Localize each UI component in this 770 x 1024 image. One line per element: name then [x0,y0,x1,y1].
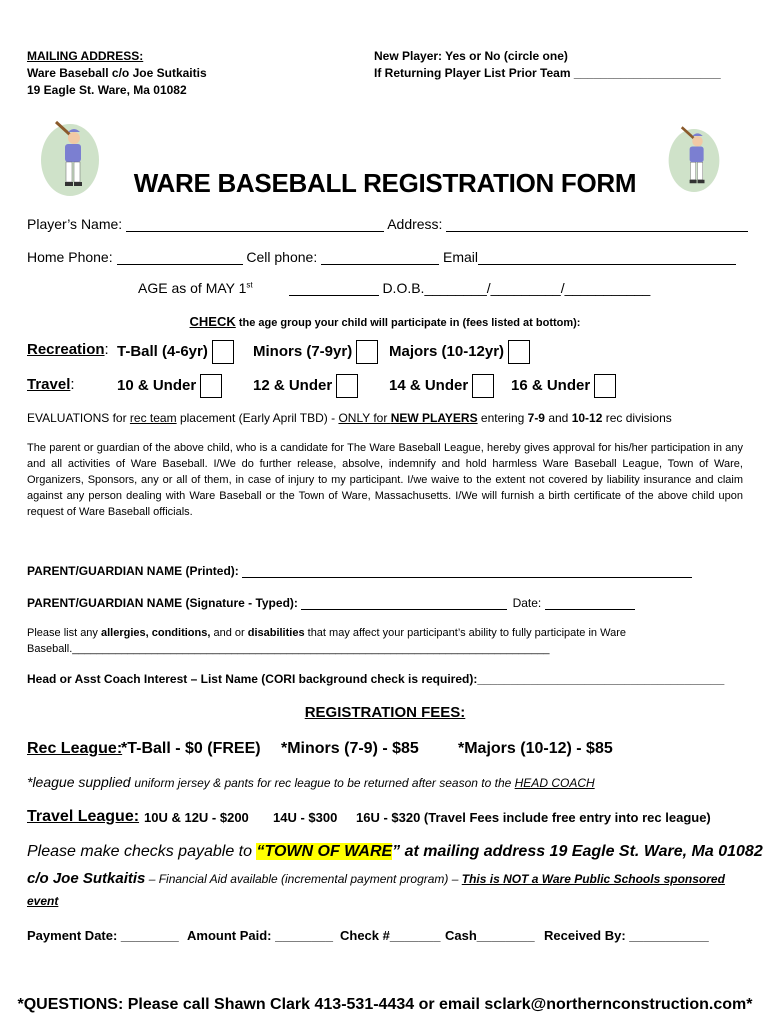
age-label: AGE as of MAY 1 [138,280,247,296]
check-instruction [0,314,770,329]
rec-league-label: Rec League: [27,740,123,757]
player-name-label: Player’s Name: [27,216,123,232]
checks-payable-line: Please make checks payable to “TOWN OF WARE” at mailing address 19 Eagle St. Ware, Ma 01082 [27,843,763,860]
fee-tball: *T-Ball - $0 (FREE) [121,740,261,757]
guardian-signature-field[interactable] [301,596,507,610]
cell-phone-label: Cell phone: [246,249,318,265]
10u-checkbox[interactable] [200,374,222,398]
travel-league-label: Travel League: [27,808,140,825]
allergies-line1: Please list any allergies, conditions, and or disabilities that may affect your participant’s ability to fully participate in Ware [27,627,626,639]
guardian-signature-row [27,596,635,610]
allergies-field[interactable]: Baseball.______________________________________________________________________________ [27,643,550,655]
recreation-row [27,341,109,358]
fees-title: REGISTRATION FEES: [304,704,466,721]
guardian-printed-row [27,564,692,578]
minors-checkbox[interactable] [356,340,378,364]
mailing-address-block [27,48,207,99]
option-12u[interactable] [253,374,358,398]
mailing-address-label: MAILING ADDRESS: [27,49,144,63]
home-phone-label: Home Phone: [27,249,113,265]
received-by-field[interactable]: Received By: ___________ [544,928,709,943]
16u-checkbox[interactable] [594,374,616,398]
travel-row [27,376,75,393]
option-10u[interactable] [117,374,222,398]
age-label-sup: st [246,280,253,290]
address-field[interactable] [446,217,748,232]
travel-label: Travel [27,376,71,393]
age-row [138,280,650,296]
amount-paid-field[interactable]: Amount Paid: ________ [187,928,333,943]
fee-minors: *Minors (7-9) - $85 [281,740,419,757]
option-10u-label: 10 & Under [117,376,197,394]
date-field[interactable] [545,596,635,610]
travel-colon: : [70,376,75,393]
option-12u-label: 12 & Under [253,376,333,394]
league-note: *league supplied uniform jersey & pants for rec league to be returned after season to the HEAD COACH [27,774,595,790]
email-field[interactable] [478,250,736,265]
financial-aid-line: c/o Joe Sutkaitis – Financial Aid available (incremental payment program) – This is NOT a Ware Public Schools sponsored [27,870,725,887]
fee-16u: 16U - $320 (Travel Fees include free entry into rec league) [356,810,711,825]
check-word: CHECK [189,314,236,329]
mailing-address-line2: 19 Eagle St. Ware, Ma 01082 [27,83,187,97]
waiver-paragraph: The parent or guardian of the above child, who is a candidate for The Ware Baseball League, hereby gives approval for his/her participation in any and all activities of Ware Baseball. I/We do further release, absolve, indemnify and hold harmless Ware Baseball League, Town of Ware, Organizers, Sponsors, any or all of them, in case of injury to my participant. I/we waive to the extent not covered by liability insurance and claim against any person dealing with Ware Baseball or the Town of Ware, Massachusetts. I/We will furnish a birth certificate of the above child upon request of Ware Baseball officials. [27,442,743,518]
dob-field[interactable]: D.O.B.________/_________/___________ [382,280,651,296]
guardian-printed-field[interactable] [242,564,692,578]
page-title: WARE BASEBALL REGISTRATION FORM [133,168,637,198]
option-minors-label: Minors (7-9yr) [253,342,353,360]
guardian-signature-label: PARENT/GUARDIAN NAME (Signature - Typed): [27,596,298,610]
payment-date-field[interactable]: Payment Date: ________ [27,928,179,943]
player-name-field[interactable] [126,217,384,232]
fee-majors: *Majors (10-12) - $85 [458,740,613,757]
home-phone-field[interactable] [117,250,243,265]
cash-field[interactable]: Cash________ [445,928,535,943]
mailing-address-line1: Ware Baseball c/o Joe Sutkaitis [27,66,207,80]
returning-player-text: If Returning Player List Prior Team ______________________ [374,66,721,80]
address-label: Address: [387,216,443,232]
player-status-block [374,48,721,82]
option-14u[interactable] [389,374,494,398]
player-name-row [27,216,748,232]
event-word: event [27,894,59,908]
check-number-field[interactable]: Check #_______ [340,928,441,943]
new-player-text: New Player: Yes or No (circle one) [374,49,568,63]
email-label: Email [443,249,479,265]
option-minors[interactable] [253,340,378,364]
option-14u-label: 14 & Under [389,376,469,394]
fee-14u: 14U - $300 [273,810,338,825]
check-rest: the age group your child will participate in (fees listed at bottom): [235,317,581,329]
questions-footer: *QUESTIONS: Please call Shawn Clark 413-531-4434 or email sclark@northernconstruction.com* [17,996,753,1013]
guardian-printed-label: PARENT/GUARDIAN NAME (Printed): [27,564,239,578]
option-tball-label: T-Ball (4-6yr) [117,342,208,360]
coach-interest-field[interactable]: Head or Asst Coach Interest – List Name (CORI background check is required):_____________________________________ [27,672,725,686]
majors-checkbox[interactable] [508,340,530,364]
option-majors[interactable] [389,340,530,364]
option-tball[interactable] [117,340,234,364]
tball-checkbox[interactable] [212,340,234,364]
option-16u-label: 16 & Under [511,376,591,394]
recreation-label: Recreation [27,341,105,358]
date-label: Date: [512,596,542,610]
evaluations-note: EVALUATIONS for rec team placement (Early April TBD) - ONLY for NEW PLAYERS entering 7-9 and 10-12 rec divisions [27,411,672,425]
option-majors-label: Majors (10-12yr) [389,342,505,360]
14u-checkbox[interactable] [472,374,494,398]
12u-checkbox[interactable] [336,374,358,398]
cell-phone-field[interactable] [321,250,439,265]
recreation-colon: : [104,341,109,358]
contact-row [27,249,736,265]
option-16u[interactable] [511,374,616,398]
age-field[interactable] [289,281,379,296]
fee-10u-12u: 10U & 12U - $200 [144,810,249,825]
